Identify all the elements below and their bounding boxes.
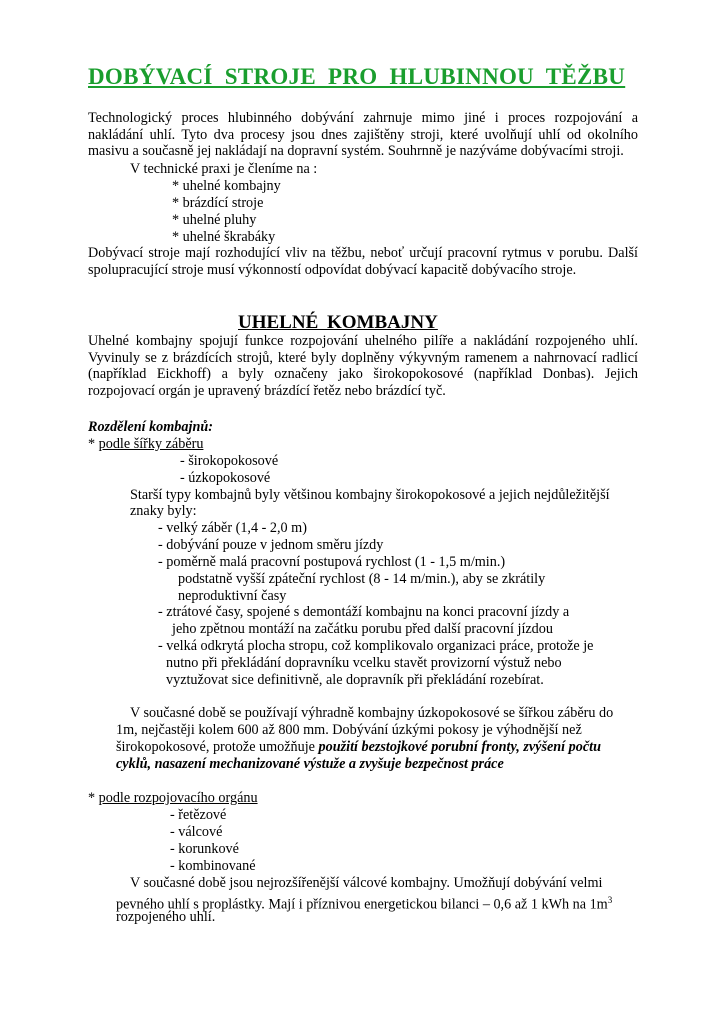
final-paragraph-line: V současné době jsou nejrozšířenější válcové kombajny. Umožňují dobývání velmi xyxy=(130,875,603,891)
superscript: 3 xyxy=(607,895,613,905)
by-organ-label: podle rozpojovacího orgánu xyxy=(98,790,258,806)
by-organ-item: - válcové xyxy=(170,824,223,840)
feature-item-cont: jeho zpětnou montáží na začátku porubu před další pracovní jízdou xyxy=(172,621,553,637)
by-organ-item: - korunkové xyxy=(170,841,239,857)
machine-type-item: * brázdící stroje xyxy=(172,195,264,211)
current-plain-text: širokopokosové, protože umožňuje xyxy=(116,739,319,755)
feature-item-cont: neproduktivní časy xyxy=(178,588,287,604)
current-paragraph-line: V současné době se používají výhradně kombajny úzkopokosové se šířkou záběru do xyxy=(130,705,614,721)
division-heading: Rozdělení kombajnů: xyxy=(88,419,213,435)
current-emphasis: použití bezstojkové porubní fronty, zvýšení počtu xyxy=(318,739,601,755)
section-intro-paragraph: Uhelné kombajny spojují funkce rozpojování uhelného pilíře a nakládání rozpojeného uhlí. Vyvinuly se z brázdících strojů, které byly doplněny výkyvným ramenem a nahrnovací radlicí (například Eickhoff) a byly označeny jako širokopokosové (například Donbas). Jejich rozpojovací orgán je upravený brázdící řetěz nebo brázdící tyč. xyxy=(88,333,638,399)
bullet-star: * xyxy=(88,790,99,806)
feature-item: - ztrátové časy, spojené s demontáží kombajnu na konci pracovní jízdy a xyxy=(158,604,570,620)
influence-paragraph: Dobývací stroje mají rozhodující vliv na těžbu, neboť určují pracovní rytmus v porubu. Další spolupracující stroje musí výkonností odpovídat dobývací kapacitě dobývacího stroje. xyxy=(88,245,638,278)
machine-type-item: * uhelné kombajny xyxy=(172,178,281,194)
current-emphasis-line: cyklů, nasazení mechanizované výstuže a zvyšuje bezpečnost práce xyxy=(116,756,504,772)
machine-type-item: * uhelné pluhy xyxy=(172,212,257,228)
older-types-intro-cont: znaky byly: xyxy=(130,503,197,519)
feature-item: - poměrně malá pracovní postupová rychlost (1 - 1,5 m/min.) xyxy=(158,554,506,570)
feature-item: - velký záběr (1,4 - 2,0 m) xyxy=(158,520,307,536)
by-width-label: podle šířky záběru xyxy=(98,436,204,452)
current-paragraph-line xyxy=(116,739,601,756)
intro-paragraph: Technologický proces hlubinného dobývání zahrnuje mimo jiné i proces rozpojování a nakládání uhlí. Tyto dva procesy jsou dnes zajištěny stroji, které uvolňují uhlí od okolního masivu a současně jej nakládají na dopravní systém. Souhrnně je nazýváme dobývacími stroji. xyxy=(88,110,638,159)
bullet-star: * xyxy=(88,436,99,452)
machine-type-item: * uhelné škrabáky xyxy=(172,229,276,245)
feature-item-cont: podstatně vyšší zpáteční rychlost (8 - 14 m/min.), aby se zkrátily xyxy=(178,571,546,587)
by-width-heading xyxy=(88,436,203,453)
final-paragraph-line: rozpojeného uhlí. xyxy=(116,909,216,925)
division-intro: V technické praxi je členíme na : xyxy=(130,161,318,177)
feature-item: - dobývání pouze v jednom směru jízdy xyxy=(158,537,384,553)
section-title: UHELNÉ KOMBAJNY xyxy=(238,312,438,333)
feature-item-cont: nutno při překládání dopravníku vcelku stavět provizorní výstuž nebo xyxy=(166,655,562,671)
by-width-item: - širokopokosové xyxy=(180,453,279,469)
feature-item-cont: vyztužovat sice definitivně, ale dopravník při překládání rozebírat. xyxy=(166,672,544,688)
older-types-intro: Starší typy kombajnů byly většinou kombajny širokopokosové a jejich nejdůležitější xyxy=(130,487,610,503)
final-text: pevného uhlí s proplástky. Mají i příznivou energetickou bilanci – 0,6 až 1 kWh na 1m xyxy=(116,896,608,913)
document-title: DOBÝVACÍ STROJE PRO HLUBINNOU TĚŽBU xyxy=(88,64,626,89)
by-organ-item: - kombinované xyxy=(170,858,256,874)
current-paragraph-line: 1m, nejčastěji kolem 600 až 800 mm. Dobývání úzkými pokosy je výhodnější než xyxy=(116,722,582,738)
by-organ-item: - řetězové xyxy=(170,807,227,823)
by-organ-heading xyxy=(88,790,258,807)
feature-item: - velká odkrytá plocha stropu, což komplikovalo organizaci práce, protože je xyxy=(158,638,594,654)
by-width-item: - úzkopokosové xyxy=(180,470,271,486)
